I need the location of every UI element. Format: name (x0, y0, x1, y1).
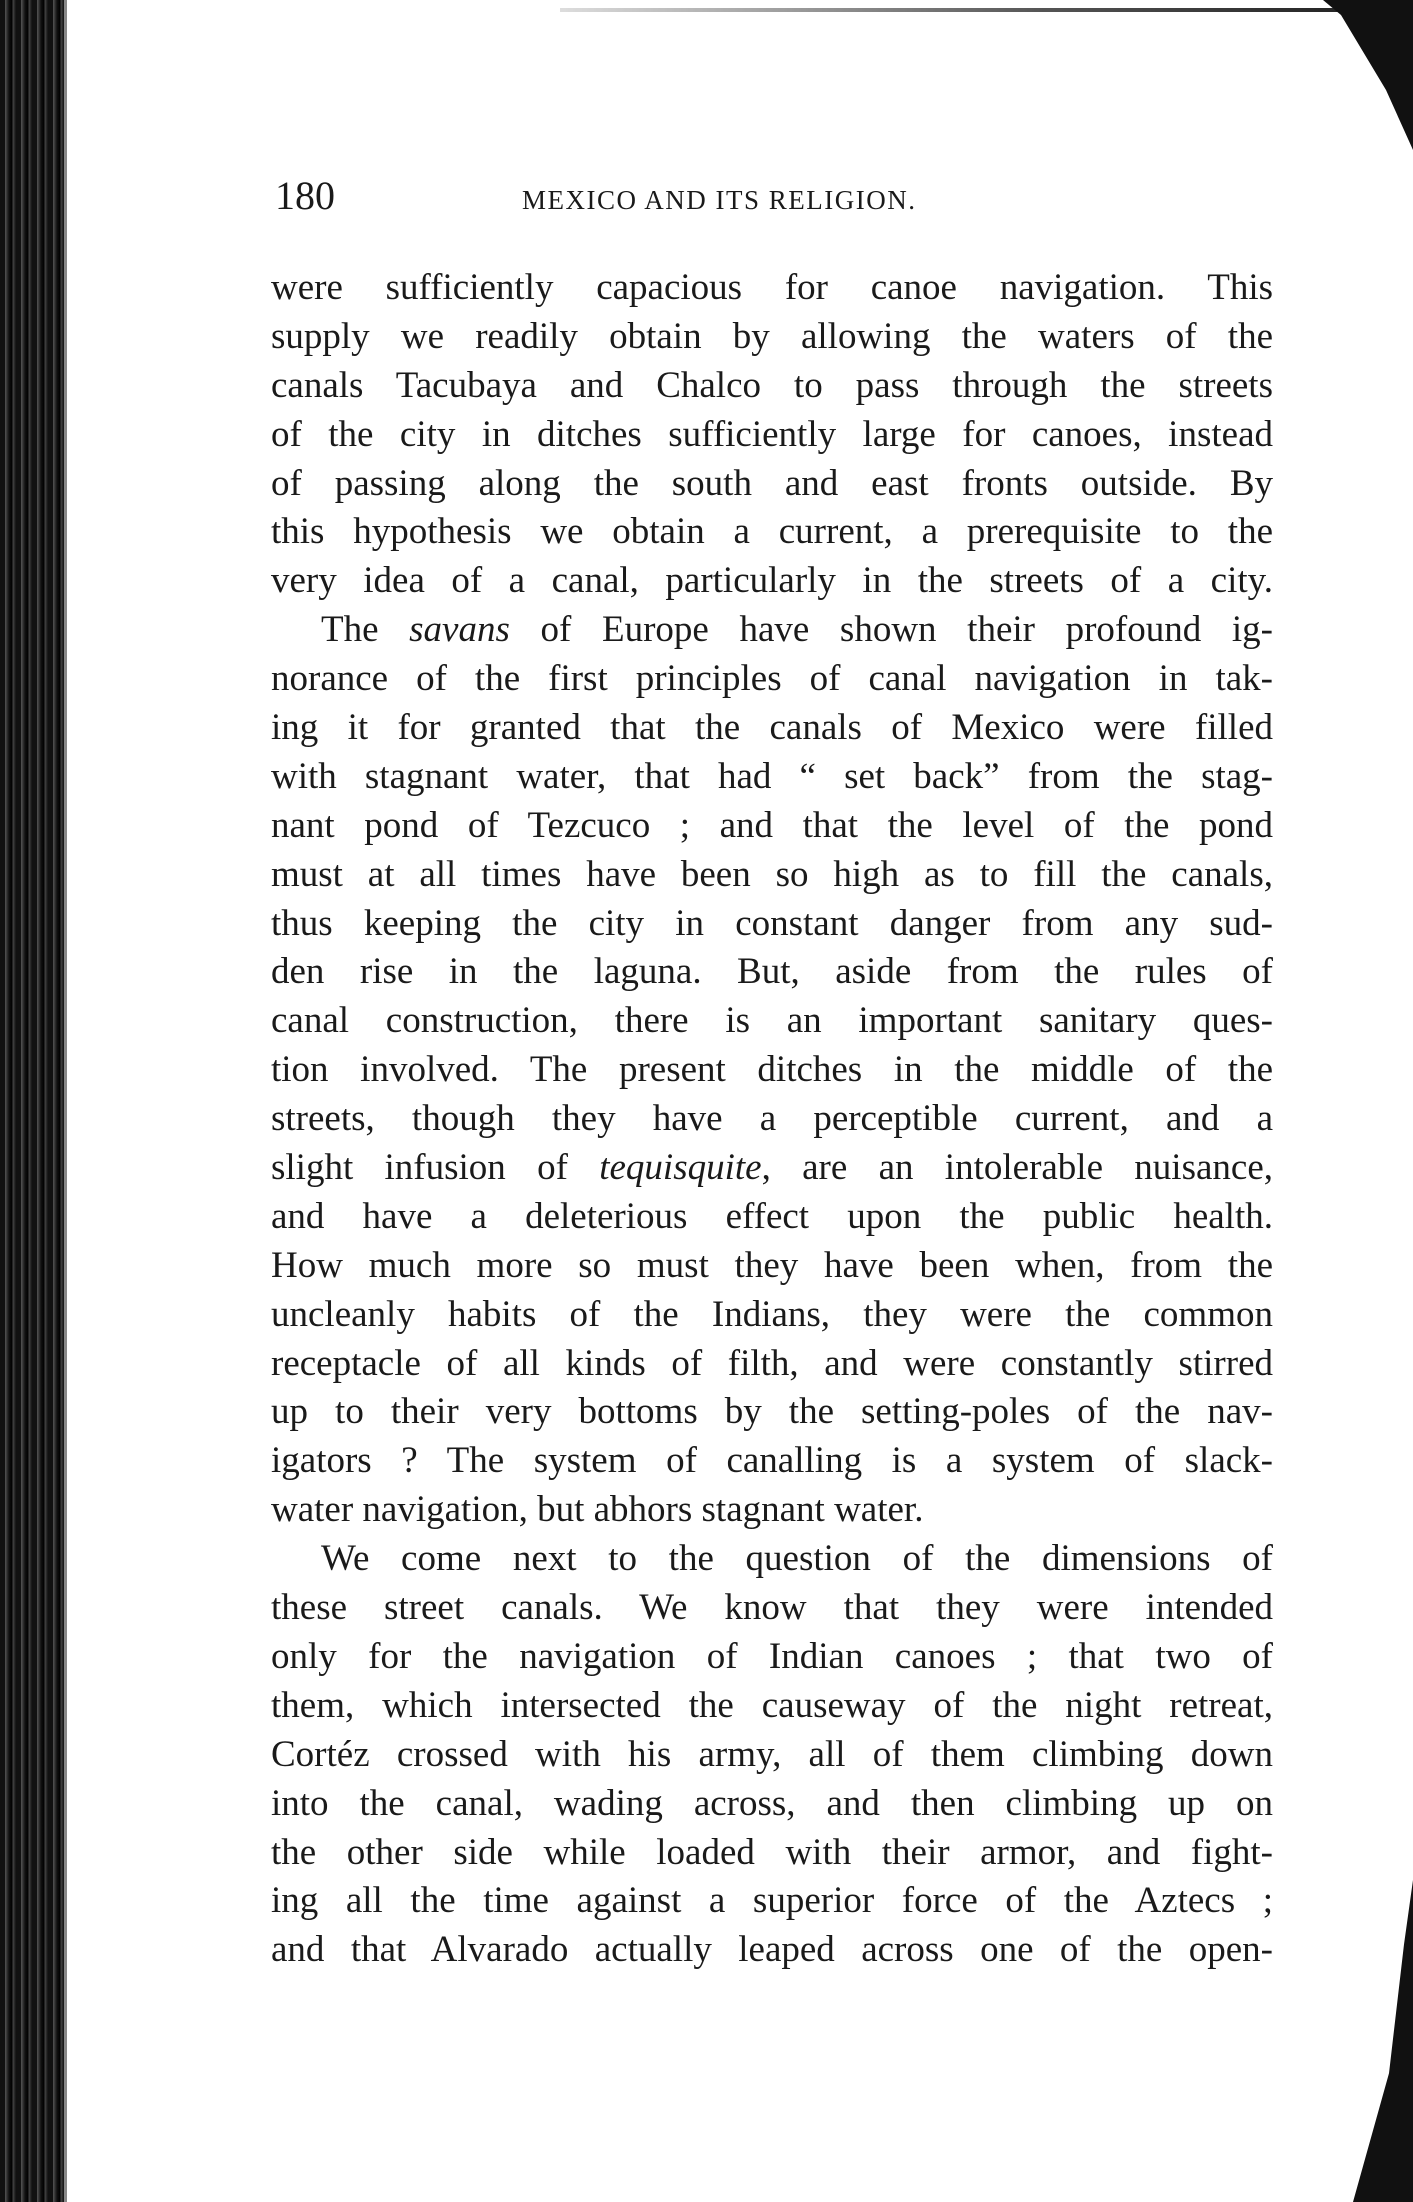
text-line (271, 411, 1273, 460)
text-segment: were sufficiently capacious for canoe navigation. This (271, 267, 1273, 308)
text-line (271, 1144, 1273, 1193)
text-line (271, 557, 1273, 606)
text-segment: these street canals. We know that they were intended (271, 1587, 1273, 1629)
text-segment: very idea of a canal, particularly in the streets of a city. (271, 560, 1273, 602)
page-number: 180 (275, 173, 335, 218)
text-line (271, 1780, 1273, 1829)
text-line (271, 655, 1273, 704)
text-segment: den rise in the laguna. But, aside from the rules of (271, 951, 1273, 993)
text-line (271, 1535, 1273, 1584)
text-segment: The (321, 609, 410, 651)
text-line (271, 1731, 1273, 1780)
italic-term: tequisquite (599, 1147, 762, 1189)
text-line (271, 802, 1273, 851)
text-line (271, 1437, 1273, 1486)
text-segment: and that Alvarado actually leaped across one of the open- (271, 1929, 1273, 1971)
text-line (271, 1095, 1273, 1144)
text-line (271, 1926, 1273, 1975)
text-line (271, 1877, 1273, 1926)
text-line (271, 753, 1273, 802)
text-segment: water navigation, but abhors stagnant water. (271, 1489, 924, 1531)
binding-shadow (64, 0, 67, 2202)
text-line (271, 264, 1273, 313)
text-segment: slight infusion of (271, 1147, 600, 1189)
text-line (271, 1486, 1273, 1535)
text-line (271, 1193, 1273, 1242)
body-text (271, 264, 1273, 1975)
page-corner-shadow-top (1323, 0, 1413, 150)
text-segment: nant pond of Tezcuco ; and that the level of the pond (271, 804, 1273, 846)
page-top-edge (560, 8, 1360, 12)
text-segment: with stagnant water, that had “ set back” from the stag- (271, 755, 1273, 797)
text-segment: We come next to the question of the dimensions of (321, 1538, 1273, 1580)
text-segment: Cortéz crossed with his army, all of them climbing down (271, 1733, 1273, 1775)
text-line (271, 997, 1273, 1046)
text-line (271, 508, 1273, 557)
text-segment: igators ? The system of canalling is a system of slack- (271, 1440, 1273, 1482)
text-line (271, 704, 1273, 753)
text-segment: , are an intolerable nuisance, (761, 1147, 1273, 1189)
text-segment: of Europe have shown their profound ig- (509, 609, 1273, 651)
text-segment: up to their very bottoms by the setting-poles of the nav- (271, 1391, 1273, 1433)
text-segment: this hypothesis we obtain a current, a prerequisite to the (271, 511, 1273, 553)
text-line (271, 948, 1273, 997)
text-segment: ing it for granted that the canals of Mexico were filled (271, 707, 1273, 749)
text-segment: receptacle of all kinds of filth, and were constantly stirred (271, 1342, 1273, 1384)
text-segment: uncleanly habits of the Indians, they were the common (271, 1293, 1273, 1335)
text-line (271, 1291, 1273, 1340)
text-segment: of the city in ditches sufficiently large for canoes, instead (271, 413, 1273, 455)
page-corner-shadow-bottom (1353, 1880, 1413, 2202)
text-segment: tion involved. The present ditches in the middle of the (271, 1049, 1273, 1091)
text-segment: into the canal, wading across, and then climbing up on (271, 1782, 1273, 1824)
text-segment: supply we readily obtain by allowing the waters of the (271, 315, 1273, 357)
text-line (271, 1242, 1273, 1291)
text-segment: of passing along the south and east fronts outside. By (271, 462, 1273, 504)
text-line (271, 362, 1273, 411)
text-line (271, 1829, 1273, 1878)
text-segment: norance of the first principles of canal navigation in tak- (271, 658, 1273, 700)
text-line (271, 1046, 1273, 1095)
running-head: MEXICO AND ITS RELIGION. (522, 185, 917, 215)
text-line (271, 900, 1273, 949)
text-line (271, 606, 1273, 655)
text-line (271, 1340, 1273, 1389)
text-line (271, 851, 1273, 900)
text-segment: only for the navigation of Indian canoes ; that two of (271, 1635, 1273, 1677)
text-segment: streets, though they have a perceptible current, and a (271, 1098, 1273, 1140)
text-segment: the other side while loaded with their armor, and fight- (271, 1831, 1273, 1873)
text-segment: How much more so must they have been when, from the (271, 1244, 1273, 1286)
text-segment: canals Tacubaya and Chalco to pass through the streets (271, 364, 1273, 406)
text-line (271, 1388, 1273, 1437)
italic-term: savans (409, 609, 510, 651)
text-segment: canal construction, there is an important sanitary ques- (271, 1000, 1273, 1042)
text-line (271, 460, 1273, 509)
text-segment: ing all the time against a superior force of the Aztecs ; (271, 1880, 1273, 1922)
text-segment: them, which intersected the causeway of the night retreat, (271, 1684, 1273, 1726)
text-segment: must at all times have been so high as to fill the canals, (271, 853, 1273, 895)
text-line (271, 1682, 1273, 1731)
text-line (271, 313, 1273, 362)
book-binding-edge (0, 0, 64, 2202)
text-line (271, 1584, 1273, 1633)
text-segment: thus keeping the city in constant danger from any sud- (271, 902, 1273, 944)
text-line (271, 1633, 1273, 1682)
text-segment: and have a deleterious effect upon the public health. (271, 1195, 1273, 1237)
